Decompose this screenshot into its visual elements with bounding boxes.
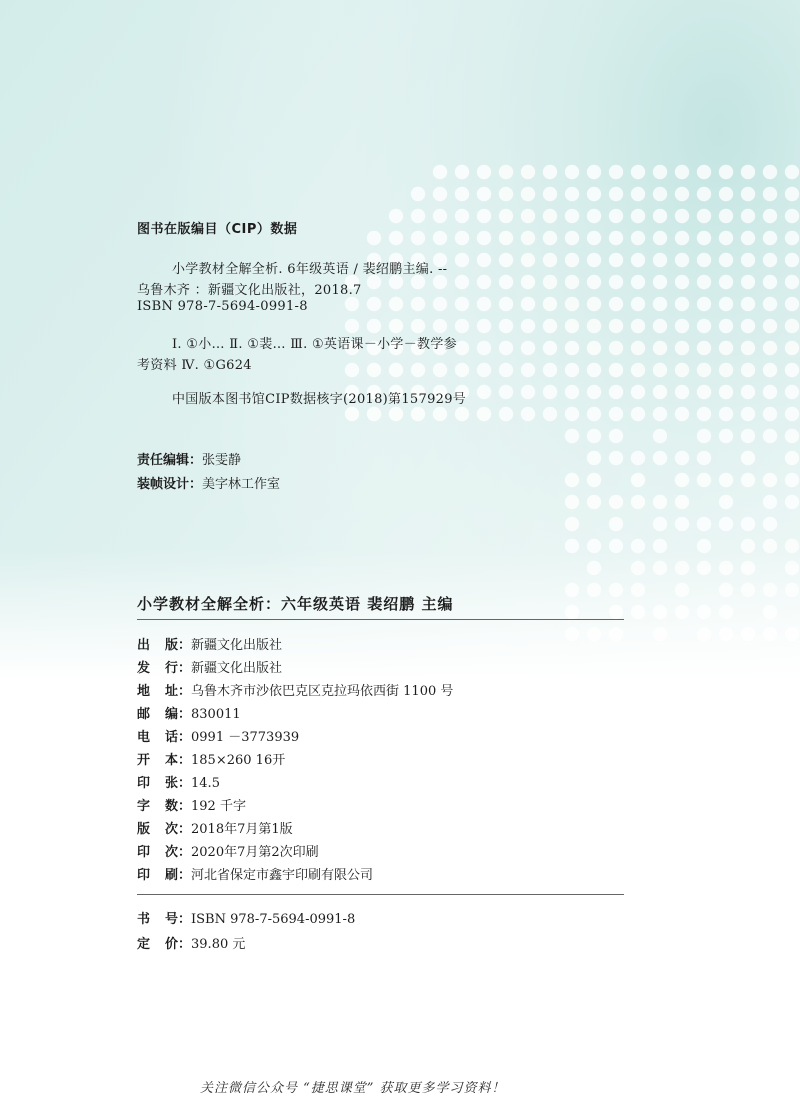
detail-key-suffix: 行：	[165, 661, 192, 676]
cip-line-record-number: 中国版本图书馆CIP数据核字(2018)第157929号	[172, 392, 467, 407]
detail-key-suffix: 刷：	[165, 868, 192, 883]
detail-key: 版	[137, 822, 151, 837]
price-key: 定	[137, 937, 151, 952]
cip-line-classification-cont: 考资料 Ⅳ. ①G624	[137, 358, 252, 373]
detail-value: 0991 －3773939	[191, 730, 300, 745]
detail-key-suffix: 编：	[165, 707, 192, 722]
detail-row	[137, 795, 246, 814]
staff-designer	[137, 473, 280, 492]
detail-key-suffix: 数：	[165, 799, 192, 814]
detail-key-suffix: 本：	[165, 753, 192, 768]
isbn-row	[137, 908, 355, 927]
cip-line-publisher: 乌鲁木齐 ：新疆文化出版社，2018.7	[137, 283, 362, 298]
detail-row	[137, 864, 373, 883]
price-key-suffix: 价：	[165, 937, 192, 952]
detail-key: 地	[137, 684, 151, 699]
detail-row	[137, 726, 299, 745]
cip-line-title: 小学教材全解全析. 6年级英语 / 裴绍鹏主编. --	[172, 262, 448, 277]
divider-top	[137, 619, 624, 620]
detail-row	[137, 841, 319, 860]
cip-line-classification: Ⅰ. ①小… Ⅱ. ①裴… Ⅲ. ①英语课－小学－教学参	[172, 337, 457, 352]
detail-row	[137, 703, 241, 722]
staff-designer-label: 装帧设计：	[137, 477, 203, 492]
detail-row	[137, 657, 282, 676]
detail-key: 出	[137, 638, 151, 653]
detail-key: 发	[137, 661, 151, 676]
detail-key: 印	[137, 868, 151, 883]
price-row	[137, 933, 245, 952]
detail-key: 字	[137, 799, 151, 814]
detail-value: 185×260 16开	[191, 753, 286, 768]
detail-key: 印	[137, 776, 151, 791]
isbn-key-suffix: 号：	[165, 912, 192, 927]
price-value: 39.80 元	[191, 937, 246, 952]
detail-value: 河北省保定市鑫宇印刷有限公司	[191, 868, 374, 883]
detail-value: 2020年7月第2次印刷	[191, 845, 319, 860]
detail-value: 192 千字	[191, 799, 246, 814]
detail-value: 乌鲁木齐市沙依巴克区克拉玛依西街 1100 号	[191, 684, 454, 699]
detail-key-suffix: 址：	[165, 684, 192, 699]
staff-editor-label: 责任编辑：	[137, 453, 203, 468]
detail-key: 印	[137, 845, 151, 860]
detail-row	[137, 749, 285, 768]
detail-key: 开	[137, 753, 151, 768]
detail-key-suffix: 次：	[165, 822, 192, 837]
detail-key-suffix: 话：	[165, 730, 192, 745]
detail-value: 14.5	[191, 776, 220, 791]
staff-editor	[137, 449, 241, 468]
detail-key: 邮	[137, 707, 151, 722]
book-title: 小学教材全解全析：六年级英语 裴绍鹏 主编	[137, 595, 454, 613]
detail-key-suffix: 次：	[165, 845, 192, 860]
staff-editor-value: 张雯静	[202, 453, 242, 468]
cip-heading: 图书在版编目（CIP）数据	[137, 222, 298, 237]
detail-row	[137, 772, 220, 791]
detail-row	[137, 634, 282, 653]
divider-bottom	[137, 894, 624, 895]
detail-value: 新疆文化出版社	[191, 661, 283, 676]
footer-wechat-note: 关注微信公众号 “捷思课堂” 获取更多学习资料！	[200, 1081, 506, 1096]
detail-key: 电	[137, 730, 151, 745]
detail-key-suffix: 版：	[165, 638, 192, 653]
detail-key-suffix: 张：	[165, 776, 192, 791]
detail-value: 新疆文化出版社	[191, 638, 283, 653]
cip-line-isbn: ISBN 978-7-5694-0991-8	[137, 299, 308, 314]
isbn-value: ISBN 978-7-5694-0991-8	[191, 912, 356, 927]
staff-designer-value: 美字林工作室	[202, 477, 281, 492]
detail-row	[137, 680, 453, 699]
isbn-key: 书	[137, 912, 151, 927]
detail-value: 830011	[191, 707, 241, 722]
detail-row	[137, 818, 293, 837]
detail-value: 2018年7月第1版	[191, 822, 293, 837]
